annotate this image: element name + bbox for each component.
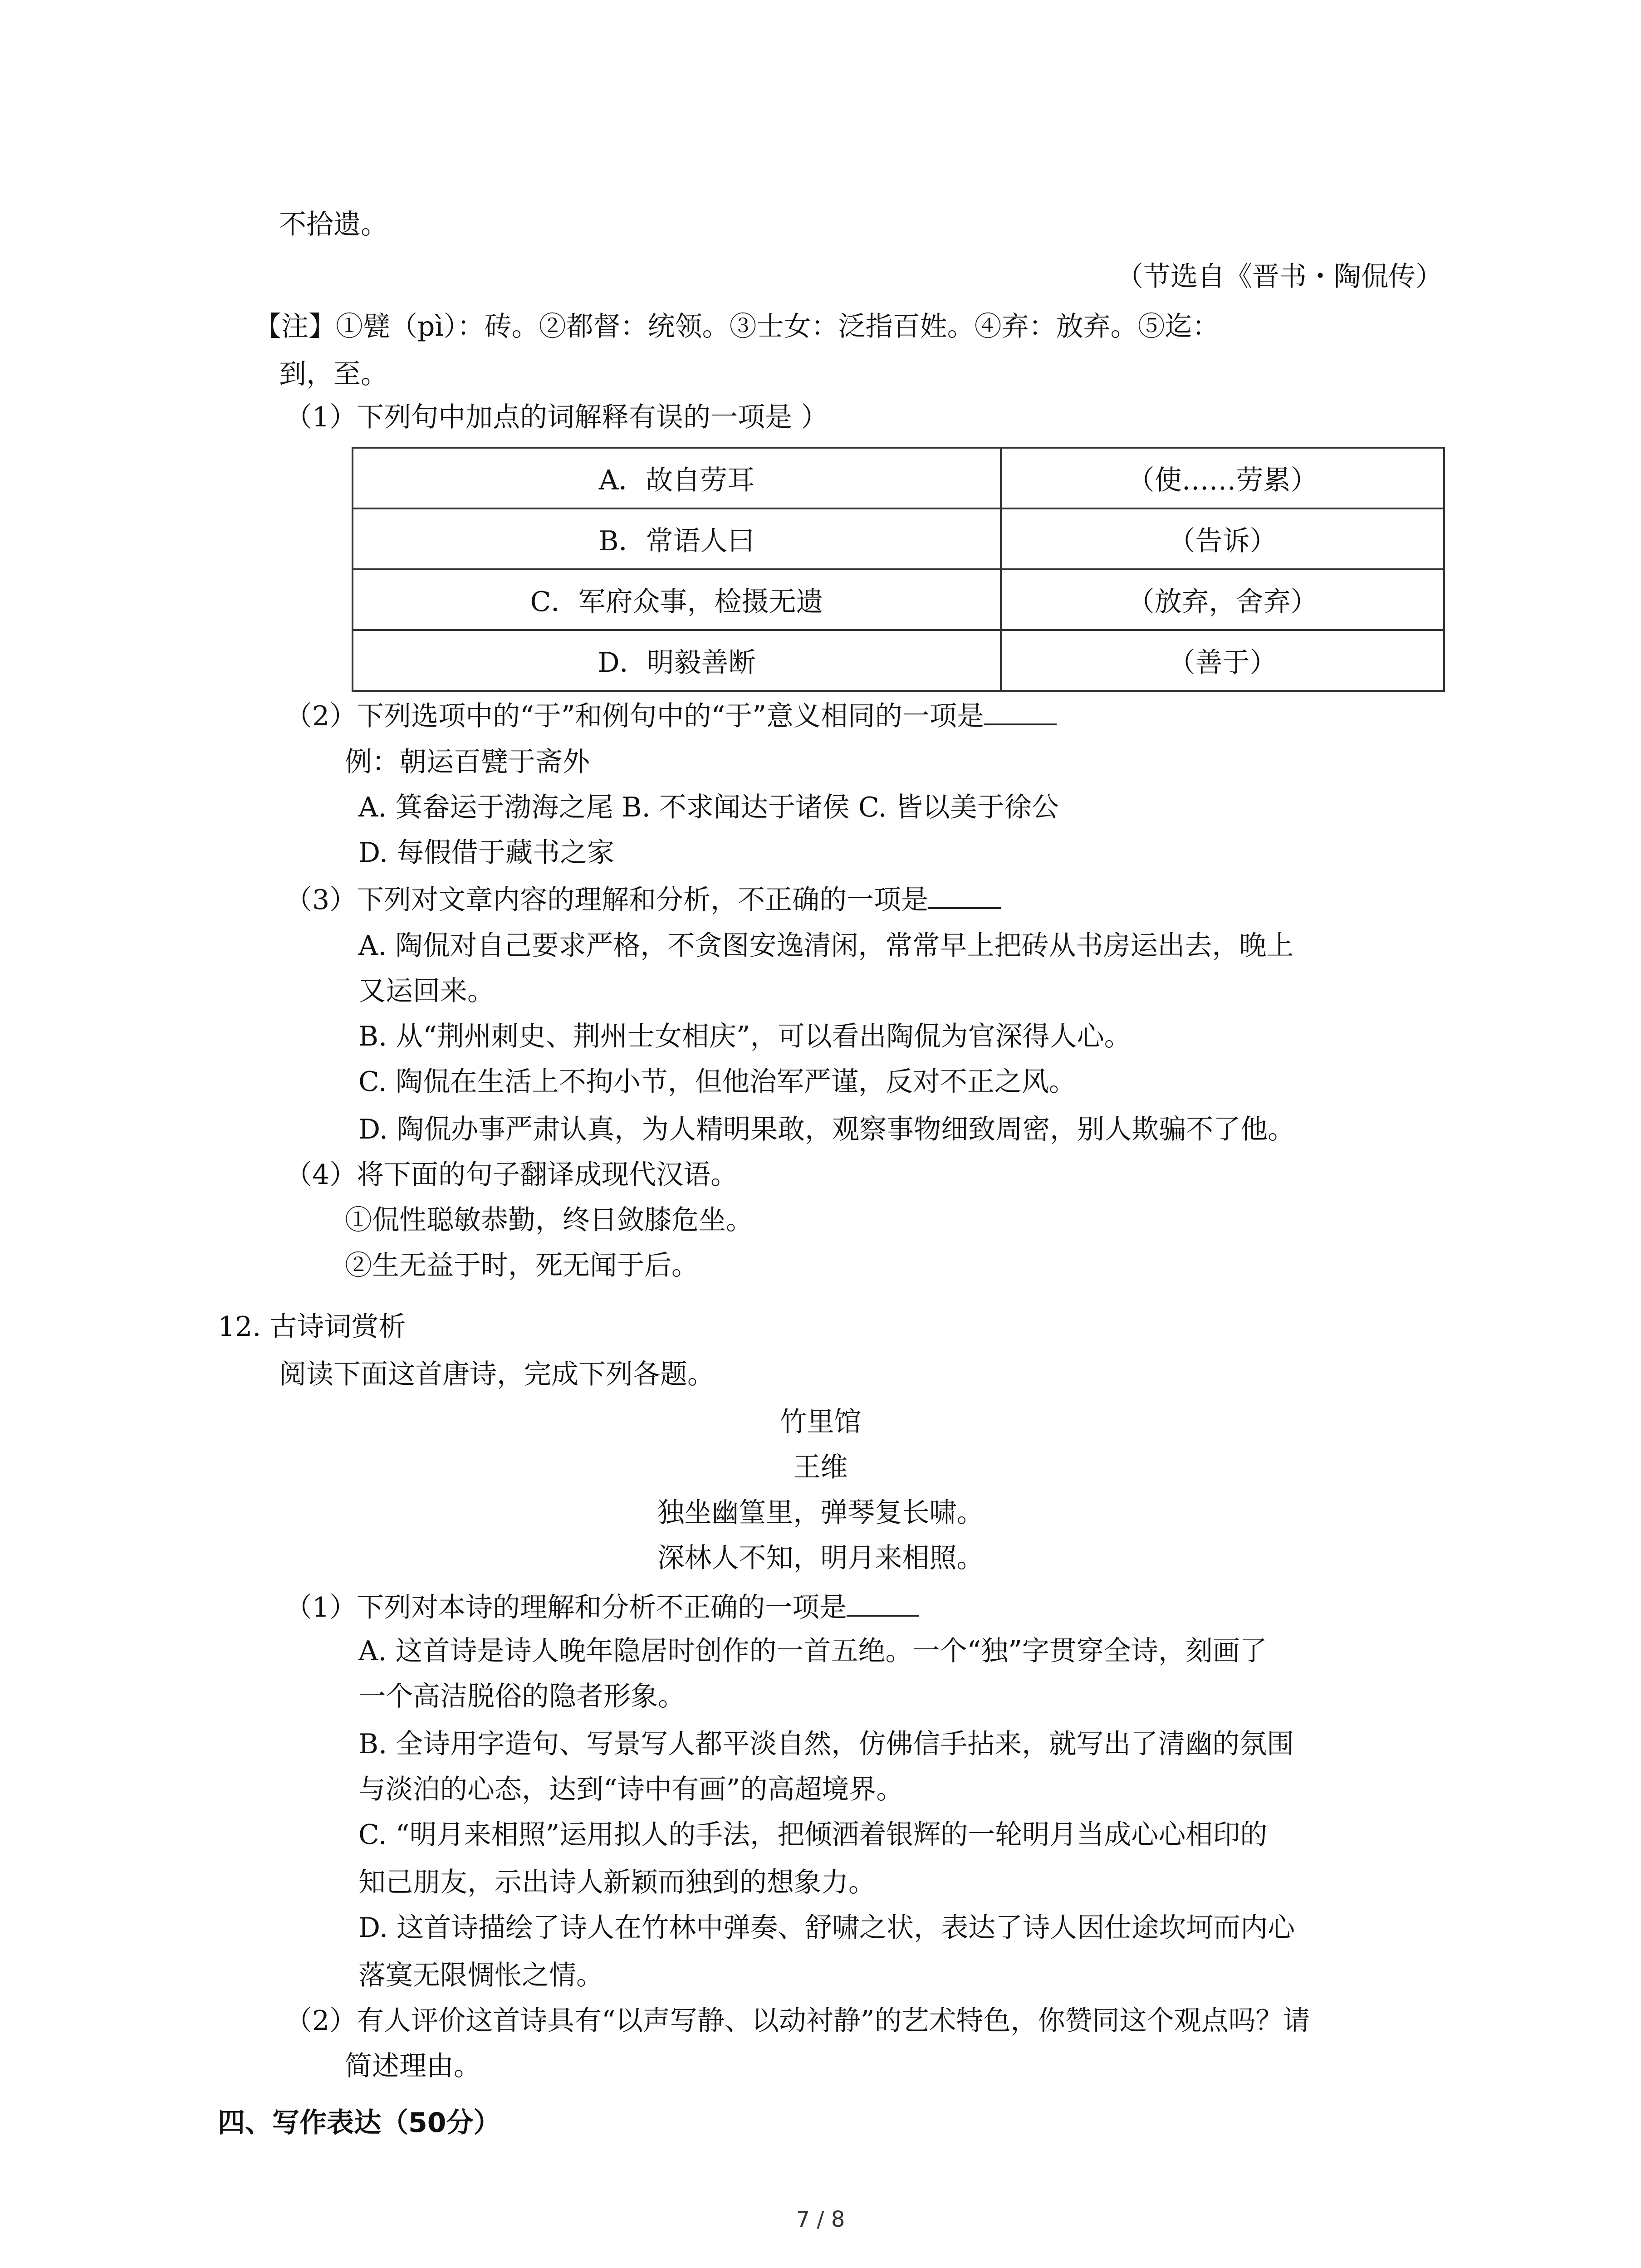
section-12-intro: 阅读下面这首唐诗，完成下列各题。 bbox=[279, 1359, 715, 1390]
example-sentence: 例：朝运百甓于斋外 bbox=[345, 746, 590, 778]
table-row bbox=[353, 508, 1444, 569]
question-4: （4）将下面的句子翻译成现代汉语。 bbox=[285, 1159, 738, 1191]
question-1: （1）下列句中加点的词解释有误的一项是 ） bbox=[285, 401, 828, 433]
table-cell-option: B．常语人曰 bbox=[353, 508, 1001, 569]
translate-sentence-2: ②生无益于时，死无闻于后。 bbox=[345, 1250, 699, 1281]
section-4-heading: 四、写作表达（50分） bbox=[218, 2107, 501, 2139]
choice-c: C. “明月来相照”运用拟人的手法，把倾洒着银辉的一轮明月当成心心相印的 bbox=[358, 1819, 1268, 1851]
choice-b-cont: 与淡泊的心态，达到“诗中有画”的高超境界。 bbox=[358, 1774, 904, 1805]
table-cell-option: A．故自劳耳 bbox=[353, 448, 1001, 508]
table-cell-meaning: （放弃，舍弃） bbox=[1001, 569, 1444, 630]
table-row bbox=[353, 448, 1444, 508]
table-cell-option: D．明毅善断 bbox=[353, 630, 1001, 691]
poem-title: 竹里馆 bbox=[779, 1406, 862, 1438]
table-cell-meaning: （使……劳累） bbox=[1001, 448, 1444, 508]
poem-author: 王维 bbox=[793, 1452, 848, 1483]
choice-a-cont: 又运回来。 bbox=[358, 975, 495, 1007]
answer-blank bbox=[847, 1588, 919, 1617]
translate-sentence-1: ①侃性聪敏恭勤，终日敛膝危坐。 bbox=[345, 1204, 753, 1236]
choice-d-cont: 落寞无限惆怅之情。 bbox=[358, 1960, 603, 1991]
question-3 bbox=[285, 880, 1001, 918]
choice-c: C. 陶侃在生活上不拘小节，但他治军严谨，反对不正之风。 bbox=[358, 1066, 1076, 1098]
choice-a: A. 这首诗是诗人晚年隐居时创作的一首五绝。一个“独”字贯穿全诗，刻画了 bbox=[358, 1635, 1267, 1667]
answer-blank bbox=[928, 880, 1001, 909]
poem-line-2: 深林人不知，明月来相照。 bbox=[657, 1542, 984, 1574]
table-row bbox=[353, 569, 1444, 630]
annotation-note: 【注】①甓（pì）：砖。②都督：统领。③士女：泛指百姓。④弃：放弃。⑤迄： bbox=[254, 311, 1220, 342]
question-2 bbox=[285, 696, 1057, 734]
section-12-heading: 12. 古诗词赏析 bbox=[218, 1311, 406, 1343]
choice-a-cont: 一个高洁脱俗的隐者形象。 bbox=[358, 1681, 685, 1712]
poem-question-2: （2）有人评价这首诗具有“以声写静、以动衬静”的艺术特色，你赞同这个观点吗？请 bbox=[285, 2005, 1310, 2037]
table-cell-meaning: （告诉） bbox=[1001, 508, 1444, 569]
annotation-note-cont: 到，至。 bbox=[279, 358, 388, 390]
source-citation: （节选自《晋书・陶侃传） bbox=[1116, 261, 1443, 293]
text-line: 不拾遗。 bbox=[279, 209, 388, 240]
choice-a: A. 陶侃对自己要求严格，不贪图安逸清闲，常常早上把砖从书房运出去，晚上 bbox=[358, 930, 1294, 962]
answer-blank bbox=[984, 696, 1057, 725]
table-cell-option: C．军府众事，检摄无遗 bbox=[353, 569, 1001, 630]
question-3-text: （3）下列对文章内容的理解和分析，不正确的一项是 bbox=[285, 884, 929, 916]
choice-d: D. 陶侃办事严肃认真，为人精明果敢，观察事物细致周密，别人欺骗不了他。 bbox=[358, 1114, 1295, 1145]
question-2-text: （2）下列选项中的“于”和例句中的“于”意义相同的一项是 bbox=[285, 700, 984, 732]
choice-b: B. 全诗用字造句、写景写人都平淡自然，仿佛信手拈来，就写出了清幽的氛围 bbox=[358, 1728, 1294, 1760]
choice-d: D. 每假借于藏书之家 bbox=[358, 837, 615, 869]
table-cell-meaning: （善于） bbox=[1001, 630, 1444, 691]
choice-c-cont: 知己朋友，示出诗人新颖而独到的想象力。 bbox=[358, 1867, 876, 1898]
choice-d: D. 这首诗描绘了诗人在竹林中弹奏、舒啸之状，表达了诗人因仕途坎坷而内心 bbox=[358, 1912, 1295, 1944]
poem-question-1 bbox=[285, 1588, 919, 1626]
options-table bbox=[352, 447, 1445, 692]
page-number: 7 / 8 bbox=[796, 2207, 845, 2232]
poem-question-2-cont: 简述理由。 bbox=[345, 2050, 481, 2082]
poem-question-1-text: （1）下列对本诗的理解和分析不正确的一项是 bbox=[285, 1592, 847, 1623]
poem-line-1: 独坐幽篁里，弹琴复长啸。 bbox=[657, 1497, 984, 1529]
choice-b: B. 从“荆州刺史、荆州士女相庆”，可以看出陶侃为官深得人心。 bbox=[358, 1021, 1132, 1052]
choices-abc: A. 箕畚运于渤海之尾 B. 不求闻达于诸侯 C. 皆以美于徐公 bbox=[358, 792, 1059, 823]
table-row bbox=[353, 630, 1444, 691]
